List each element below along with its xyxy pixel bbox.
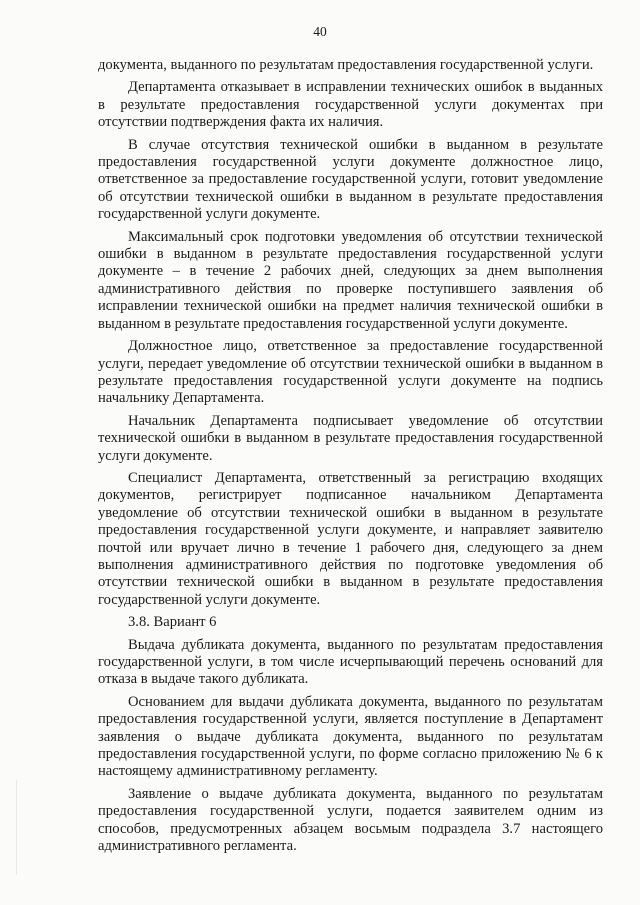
paragraph: Департамента отказывает в исправлении технических ошибок в выданных в результате предоставления государственной услуги документах при отсутствии подтверждения факта их наличия. (98, 79, 603, 131)
paragraph: Выдача дубликата документа, выданного по результатам предоставления государственной услуги, в том числе исчерпывающий перечень оснований для отказа в выдаче такого дубликата. (98, 636, 603, 688)
paragraph: Заявление о выдаче дубликата документа, выданного по результатам предоставления государственной услуги, подается заявителем одним из способов, предусмотренных абзацем восьмым подраздела 3.7 настоящего административного регламента. (98, 785, 603, 855)
paragraph: документа, выданного по результатам предоставления государственной услуги. (98, 57, 594, 73)
paragraph: Специалист Департамента, ответственный за регистрацию входящих документов, регистрирует подписанное начальником Департамента уведомление об отсутствии технической ошибки в выданном в результате предоставления государственной услуги документе, и направляет заявителю почтой или вручает лично в течение 1 рабочего дня, следующего за днем выполнения административного действия по подготовке уведомления об отсутствии технической ошибки в выданном в результате предоставления государственной услуги документе. (98, 469, 603, 608)
document-body (98, 57, 603, 860)
paragraph: Основанием для выдачи дубликата документа, выданного по результатам предоставления государственной услуги, является поступление в Департамент заявления о выдаче дубликата документа, выданного по результатам предоставления государственной услуги, по форме согласно приложению № 6 к настоящему административному регламенту. (98, 693, 603, 780)
paragraph: В случае отсутствия технической ошибки в выданном в результате предоставления государственной услуги документе должностное лицо, ответственное за предоставление государственной услуги, готовит уведомление об отсутствии технической ошибки в выданном в результате предоставления государственной услуги документе. (98, 136, 603, 223)
paragraph: Максимальный срок подготовки уведомления об отсутствии технической ошибки в выданном в результате предоставления государственной услуги документе – в течение 2 рабочих дней, следующих за днем выполнения административного действия по проверке поступившего заявления об исправлении технической ошибки на предмет наличия технической ошибки в выданном в результате предоставления государственной услуги документе. (98, 228, 603, 332)
page-number: 40 (313, 24, 327, 39)
paragraph: Начальник Департамента подписывает уведомление об отсутствии технической ошибки в выданном в результате предоставления государственной услуги документе. (98, 412, 603, 464)
section-heading: 3.8. Вариант 6 (128, 614, 217, 631)
paragraph: Должностное лицо, ответственное за предоставление государственной услуги, передает уведомление об отсутствии технической ошибки в выданном в результате предоставления государственной услуги документе на подпись начальнику Департамента. (98, 338, 603, 407)
scan-edge-mark (16, 780, 17, 875)
